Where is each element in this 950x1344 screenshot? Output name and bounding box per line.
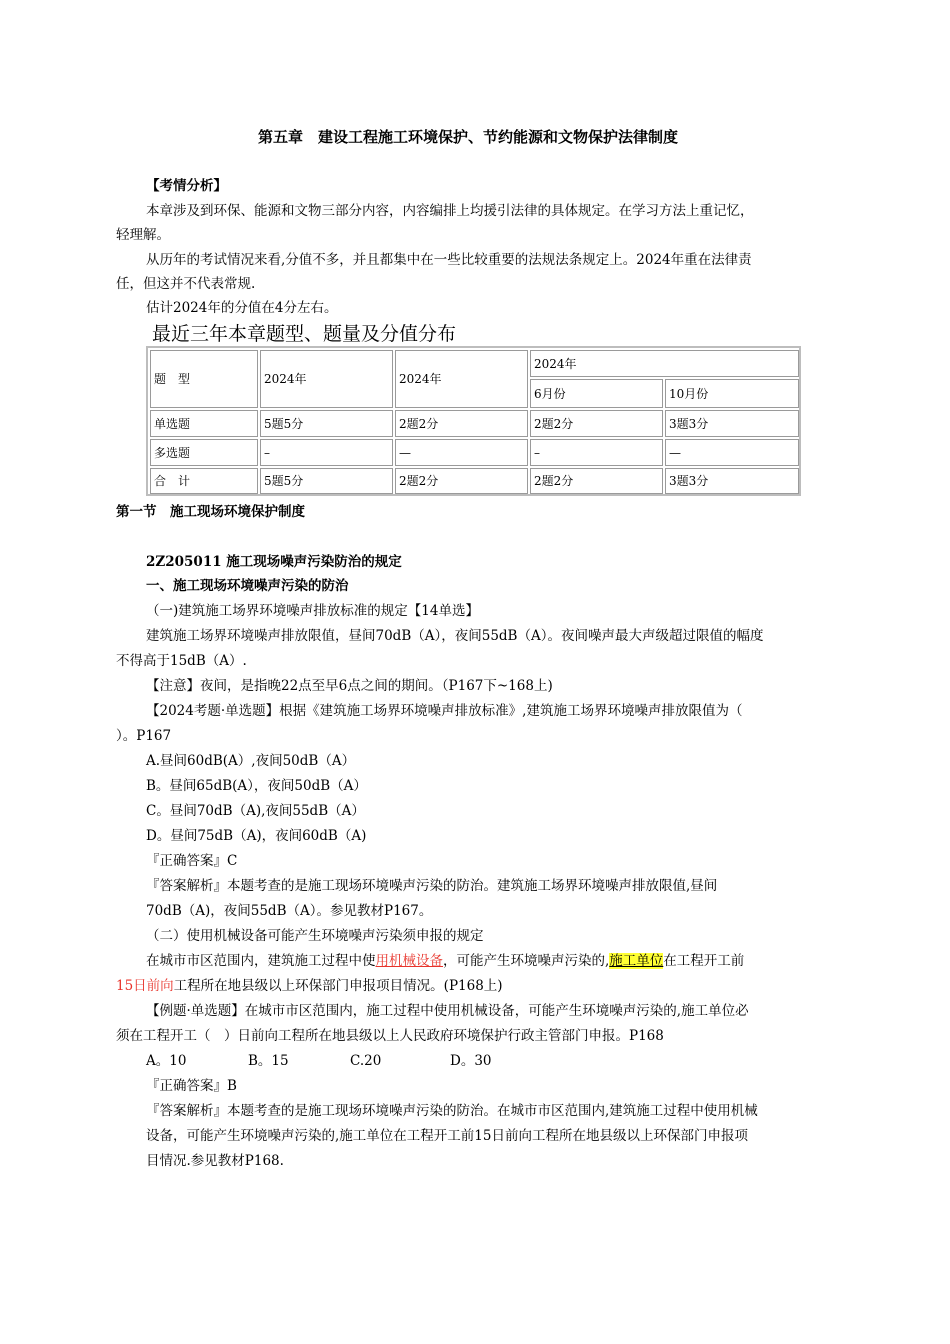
table-header-year1: 2024年 (260, 350, 393, 408)
table-cell: – (260, 439, 393, 466)
table-header-year3: 2024年 (530, 350, 799, 377)
table-cell: — (665, 439, 799, 466)
question1-analysis-line2: 70dB（A)，夜间55dB（A）。参见教材P167。 (146, 903, 433, 919)
question2-stem-line1: 【例题·单选题】在城市市区范围内，施工过程中使用机械设备，可能产生环境噪声污染的,施工单位必 (146, 1003, 749, 1019)
question2-option-a: A。10 (146, 1053, 187, 1069)
table-header-october: 10月份 (665, 379, 799, 408)
question1-stem-line2: ）。P167 (116, 728, 172, 744)
question1-option-b: B。昼间65dB(A），夜间50dB（A） (146, 778, 367, 794)
exam-analysis-p2-line1: 从历年的考试情况来看,分值不多，并且都集中在一些比较重要的法规法条规定上。2024年重在法律责 (146, 252, 752, 268)
table-cell: 3题3分 (665, 410, 799, 437)
subsection-heading: 一、施工现场环境噪声污染的防治 (146, 578, 349, 594)
note-text: 【注意】夜间，是指晚22点至早6点之间的期间。（P167下~168上) (146, 678, 553, 694)
question1-stem-line1: 【2024考题·单选题】根据《建筑施工场界环境噪声排放标准》,建筑施工场界环境噪声排放限值为（ (146, 703, 743, 719)
highlight-construction-unit: 施工单位 (609, 953, 664, 969)
table-cell: 2题2分 (530, 410, 663, 437)
exam-analysis-p1-line1: 本章涉及到环保、能源和文物三部分内容，内容编排上均援引法律的具体规定。在学习方法上重记忆， (146, 203, 754, 219)
table-header-june: 6月份 (530, 379, 663, 408)
question2-option-d: D。30 (450, 1053, 492, 1069)
question2-option-c: C.20 (350, 1053, 382, 1069)
question2-stem-line2: 须在工程开工（ ）日前向工程所在地县级以上人民政府环境保护行政主管部门申报。P168 (116, 1028, 664, 1044)
subsection-2-heading: （二）使用机械设备可能产生环境噪声污染须申报的规定 (146, 928, 484, 944)
question1-option-a: A.昼间60dB(A）,夜间50dB（A） (146, 753, 356, 769)
question1-option-c: C。昼间70dB（A),夜间55dB（A） (146, 803, 365, 819)
table-cell: 5题5分 (260, 468, 393, 494)
table-header-year2: 2024年 (395, 350, 528, 408)
declare-text: 工程所在地县级以上环保部门申报项目情况。(P168上) (173, 978, 503, 994)
item-code-heading: 2Z205011 施工现场噪声污染防治的规定 (146, 554, 402, 570)
declare-text: 在城市市区范围内，建筑施工过程中使 (146, 953, 376, 969)
exam-analysis-heading: 【考情分析】 (146, 178, 227, 194)
exam-analysis-p3: 估计2024年的分值在4分左右。 (146, 300, 338, 316)
question2-option-b: B。15 (248, 1053, 289, 1069)
table-title: 最近三年本章题型、题量及分值分布 (152, 323, 457, 345)
subsection-1-heading: （一)建筑施工场界环境噪声排放标准的规定【14单选】 (146, 603, 479, 619)
section-title: 第一节 施工现场环境保护制度 (116, 504, 305, 520)
question2-analysis-line2: 设备，可能产生环境噪声污染的,施工单位在工程开工前15日前向工程所在地县级以上环保部门申报项 (146, 1128, 748, 1144)
question2-analysis-line1: 『答案解析』本题考查的是施工现场环境噪声污染的防治。在城市市区范围内,建筑施工过程中使用机械 (146, 1103, 758, 1119)
question1-answer: 『正确答案』C (146, 853, 238, 869)
exam-analysis-p2-line2: 任，但这并不代表常规. (116, 276, 256, 292)
table-cell: 2题2分 (395, 410, 528, 437)
question1-analysis-line1: 『答案解析』本题考查的是施工现场环境噪声污染的防治。建筑施工场界环境噪声排放限值,昼间 (146, 878, 718, 894)
table-cell: 2题2分 (395, 468, 528, 494)
table-header-type: 题 型 (150, 350, 258, 408)
declare-text: ，可能产生环境噪声污染的, (443, 953, 610, 969)
table-row-single-type: 单选题 (150, 410, 258, 437)
exam-analysis-p1-line2: 轻理解。 (116, 227, 170, 243)
table-cell: – (530, 439, 663, 466)
table-row-multi-type: 多选题 (150, 439, 258, 466)
table-cell: 3题3分 (665, 468, 799, 494)
limit-text-line1: 建筑施工场界环境噪声排放限值，昼间70dB（A），夜间55dB（A）。夜间噪声最大声级超过限值的幅度 (146, 628, 764, 644)
declare-text: 在工程开工前 (663, 953, 745, 969)
emphasis-machinery: 用机械设备 (375, 953, 443, 969)
emphasis-15-days: 15日前向 (116, 978, 174, 994)
table-cell: 5题5分 (260, 410, 393, 437)
table-cell: 2题2分 (530, 468, 663, 494)
limit-text-line2: 不得高于15dB（A）. (116, 653, 247, 669)
declare-text-line1 (146, 952, 744, 970)
question1-option-d: D。昼间75dB（A)，夜间60dB（A) (146, 828, 367, 844)
declare-text-line2 (116, 977, 503, 995)
table-cell: — (395, 439, 528, 466)
chapter-title: 第五章 建设工程施工环境保护、节约能源和文物保护法律制度 (258, 128, 679, 146)
table-row-total-type: 合 计 (150, 468, 258, 494)
question2-analysis-line3: 目情况.参见教材P168. (146, 1153, 284, 1169)
question2-answer: 『正确答案』B (146, 1078, 237, 1094)
distribution-table (146, 346, 801, 496)
